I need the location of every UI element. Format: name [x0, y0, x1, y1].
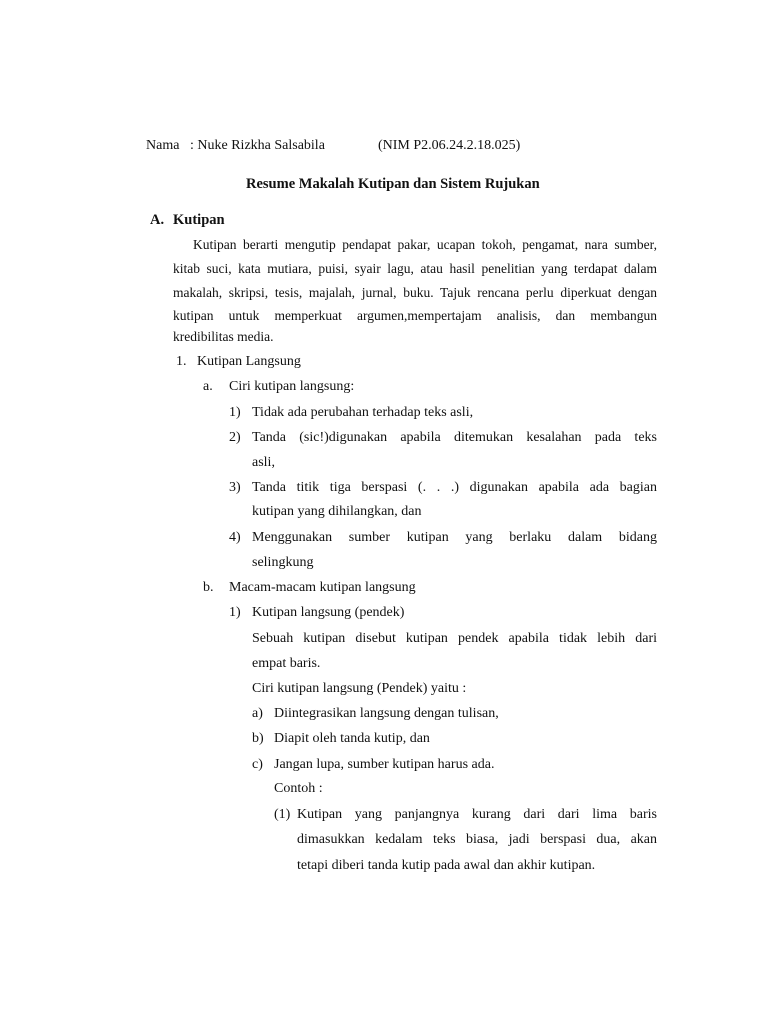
list-marker: a) — [252, 706, 263, 721]
list-item-label: Ciri kutipan langsung: — [229, 379, 355, 394]
paragraph-line: makalah, skripsi, tesis, majalah, jurnal, buku. Tajuk rencana perlu diperkuat dengan — [173, 285, 657, 300]
paragraph-line: Kutipan berarti mengutip pendapat pakar, ucapan tokoh, pengamat, nara sumber, — [193, 237, 657, 252]
nama-label: Nama — [146, 138, 180, 153]
list-marker: b) — [252, 731, 264, 746]
list-item-label: Kutipan langsung (pendek) — [252, 605, 405, 620]
contoh-label: Contoh : — [274, 781, 323, 796]
section-a-marker: A. — [150, 212, 165, 228]
document-title: Resume Makalah Kutipan dan Sistem Rujukan — [246, 176, 540, 192]
list-item-label: Kutipan Langsung — [197, 354, 301, 369]
paragraph-line: kutipan untuk memperkuat argumen,mempertajam analisis, dan membangun — [173, 308, 657, 323]
list-marker: 2) — [229, 430, 241, 445]
list-item-label: Diintegrasikan langsung dengan tulisan, — [274, 706, 499, 721]
nim-text: (NIM P2.06.24.2.18.025) — [378, 138, 521, 153]
list-marker: 4) — [229, 530, 241, 545]
body-text: Sebuah kutipan disebut kutipan pendek apabila tidak lebih dari — [252, 631, 657, 646]
list-item-label: Tanda titik tiga berspasi (. . .) digunakan apabila ada bagian — [252, 480, 657, 495]
list-item-label: tetapi diberi tanda kutip pada awal dan akhir kutipan. — [297, 858, 596, 873]
list-marker: 1. — [176, 354, 187, 369]
list-marker: 3) — [229, 480, 241, 495]
list-marker: a. — [203, 379, 213, 394]
list-item-label: Macam-macam kutipan langsung — [229, 580, 416, 595]
nama-value: : Nuke Rizkha Salsabila — [190, 138, 325, 153]
paragraph-line: kitab suci, kata mutiara, puisi, syair lagu, atau hasil penelitian yang terdapat dalam — [173, 261, 657, 276]
list-item-label: Tanda (sic!)digunakan apabila ditemukan kesalahan pada teks — [252, 430, 657, 445]
list-item-label: dimasukkan kedalam teks biasa, jadi berspasi dua, akan — [297, 832, 657, 847]
list-item-label: kutipan yang dihilangkan, dan — [252, 504, 422, 519]
list-item-label: Jangan lupa, sumber kutipan harus ada. — [274, 757, 495, 772]
body-text: empat baris. — [252, 656, 321, 671]
list-marker: 1) — [229, 605, 241, 620]
list-item-label: selingkung — [252, 555, 314, 570]
list-marker: b. — [203, 580, 214, 595]
body-text: Ciri kutipan langsung (Pendek) yaitu : — [252, 681, 467, 696]
paragraph-line: kredibilitas media. — [173, 329, 274, 344]
list-item-label: asli, — [252, 455, 275, 470]
list-item-label: Tidak ada perubahan terhadap teks asli, — [252, 405, 474, 420]
list-marker: (1) — [274, 807, 291, 822]
list-item-label: Menggunakan sumber kutipan yang berlaku dalam bidang — [252, 530, 657, 545]
list-item-label: Kutipan yang panjangnya kurang dari dari lima baris — [297, 807, 657, 822]
list-marker: 1) — [229, 405, 241, 420]
list-item-label: Diapit oleh tanda kutip, dan — [274, 731, 430, 746]
section-a-heading: Kutipan — [173, 212, 225, 228]
list-marker: c) — [252, 757, 263, 772]
